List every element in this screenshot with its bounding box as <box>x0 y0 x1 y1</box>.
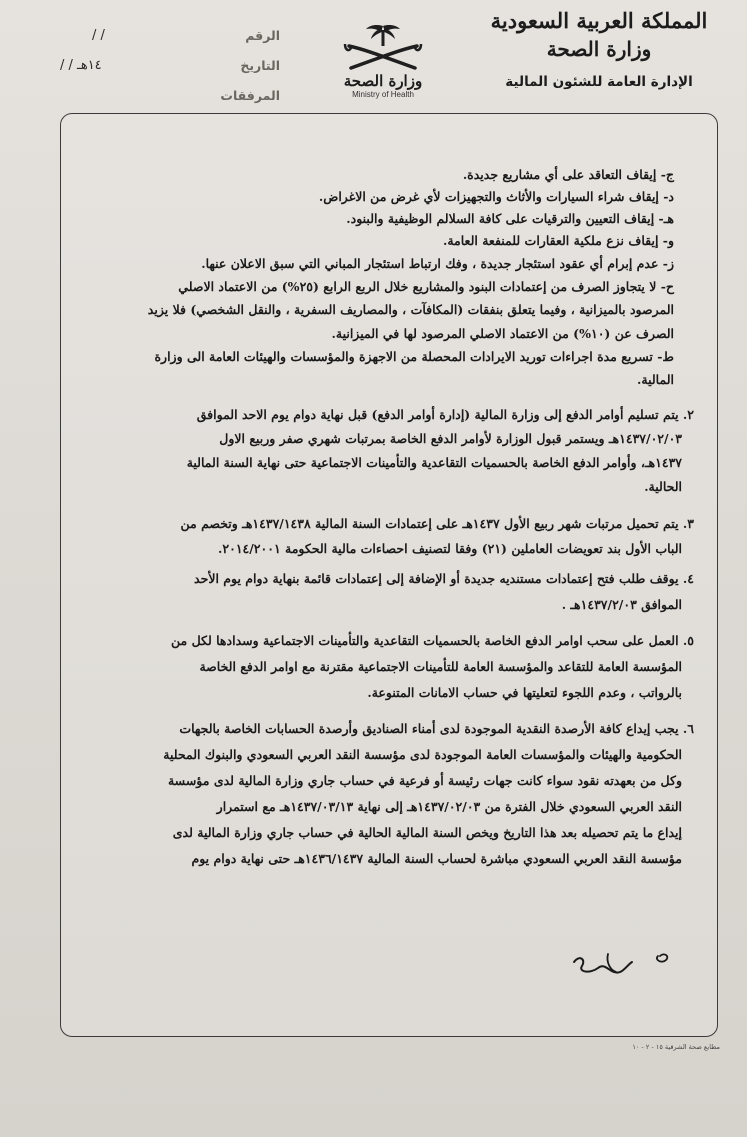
body-line: الموافق ١٤٣٧/٢/٠٣هـ . <box>561 597 682 612</box>
kingdom-title: المملكة العربية السعودية <box>490 8 708 33</box>
body-line: النقد العربي السعودي خلال الفترة من ١٤٣٧/٠٢/٠٣هـ إلى نهاية ١٤٣٧/٠٣/١٣هـ مع استمرار <box>216 799 682 814</box>
date-row <box>60 58 280 88</box>
body-line: الصرف عن (١٠%) من الاعتماد الاصلي المرصود لها في الميزانية. <box>331 326 674 341</box>
body-line: الحالية. <box>644 479 682 494</box>
date-value: / / ١٤هـ <box>60 58 102 73</box>
department-title: الإدارة العامة للشئون المالية <box>505 74 693 90</box>
printer-footnote: مطابع صحة الشرقية ١٥ - ٢ - ١٠ <box>632 1043 720 1051</box>
body-line: المرصود بالميزانية ، وفيما يتعلق بنفقات (المكافآت ، والمصاريف السفرية ، والنقل الشخصي) فلا يزيد <box>147 302 674 317</box>
body-line: المالية. <box>637 372 674 387</box>
palm-swords-icon <box>337 22 429 72</box>
body-line: بالرواتب ، وعدم اللجوء لتعليتها في حساب الامانات المتنوعة. <box>367 685 682 700</box>
body-line: ٣. يتم تحميل مرتبات شهر ربيع الأول ١٤٣٧هـ على إعتمادات السنة المالية ١٤٣٧/١٤٣٨هـ وتخصم من <box>180 516 694 531</box>
body-line: و- إيقاف نزع ملكية العقارات للمنفعة العامة. <box>442 233 674 248</box>
number-row <box>60 28 280 58</box>
reference-block <box>60 28 280 118</box>
ministry-logo <box>333 22 433 100</box>
logo-arabic-text: وزارة الصحة <box>343 72 423 90</box>
body-line: ط- تسريع مدة اجراءات توريد الايرادات المحصلة من الاجهزة والمؤسسات والهيئات العامة الى وزارة <box>154 349 674 364</box>
body-line: ١٤٣٧هـ، وأوامر الدفع الخاصة بالحسميات التقاعدية والتأمينات الاجتماعية حتى نهاية السنة المالية <box>186 455 682 470</box>
handwritten-initials <box>570 948 680 984</box>
body-line: إيداع ما يتم تحصيله بعد هذا التاريخ ويخص السنة المالية الحالية في حساب جاري وزارة المالية لدى <box>172 825 682 840</box>
body-line: ٢. يتم تسليم أوامر الدفع إلى وزارة المالية (إدارة أوامر الدفع) قبل نهاية دوام يوم الاحد الموافق <box>196 407 694 422</box>
body-line: د- إيقاف شراء السيارات والأثاث والتجهيزات لأي غرض من الاغراض. <box>318 189 674 204</box>
ministry-title: وزارة الصحة <box>546 37 652 61</box>
body-line: ٤. يوقف طلب فتح إعتمادات مستنديه جديدة أو الإضافة إلى إعتمادات قائمة بنهاية دوام يوم الأحد <box>194 571 694 586</box>
body-line: ١٤٣٧/٠٢/٠٣هـ ويستمر قبول الوزارة لأوامر الدفع الخاصة بمرتبات شهري صفر وربيع الاول <box>219 431 682 446</box>
body-line: مؤسسة النقد العربي السعودي مباشرة لحساب السنة المالية ١٤٣٦/١٤٣٧هـ حتى نهاية دوام يوم <box>191 851 682 866</box>
body-line: وكل من بعهدته نقود سواء كانت جهات رئيسة أو فرعية في حساب جاري وزارة المالية لدى مؤسسة <box>167 773 682 788</box>
body-line: ٥. العمل على سحب اوامر الدفع الخاصة بالحسميات التقاعدية والتأمينات الاجتماعية وسدادها لكل من <box>171 633 694 648</box>
number-label: الرقم <box>245 28 280 43</box>
body-line: الحكومية والهيئات والمؤسسات العامة الموجودة لدى مؤسسة النقد العربي السعودي والبنوك المحلية <box>163 747 682 762</box>
letterhead-right <box>489 8 709 92</box>
body-line: الباب الأول بند تعويضات العاملين (٢١) وفقا لتصنيف احصاءات مالية الحكومة ٢٠١٤/٢٠٠١. <box>218 541 682 556</box>
body-line: المؤسسة العامة للتقاعد والمؤسسة العامة للتأمينات الاجتماعية مقترنة مع اوامر الدفع الخاصة <box>199 659 682 674</box>
body-line: ح- لا يتجاوز الصرف من إعتمادات البنود والمشاريع خلال الربع الرابع (٢٥%) من الاعتماد الاصلي <box>178 279 674 294</box>
attachments-label: المرفقات <box>220 88 280 103</box>
body-line: ٦. يجب إيداع كافة الأرصدة النقدية الموجودة لدى أمناء الصناديق وأرصدة الحسابات الخاصة بالجهات <box>179 721 694 736</box>
body-line: ز- عدم إبرام أي عقود استئجار جديدة ، وفك ارتباط استئجار المباني التي سبق الاعلان عنها. <box>201 256 674 271</box>
logo-english-text: Ministry of Health <box>352 90 414 99</box>
number-value: / / <box>92 28 105 43</box>
date-label: التاريخ <box>240 58 280 73</box>
body-line: ج- إيقاف التعاقد على أي مشاريع جديدة. <box>462 167 674 182</box>
body-line: هـ- إيقاف التعيين والترقيات على كافة السلالم الوظيفية والبنود. <box>346 211 674 226</box>
